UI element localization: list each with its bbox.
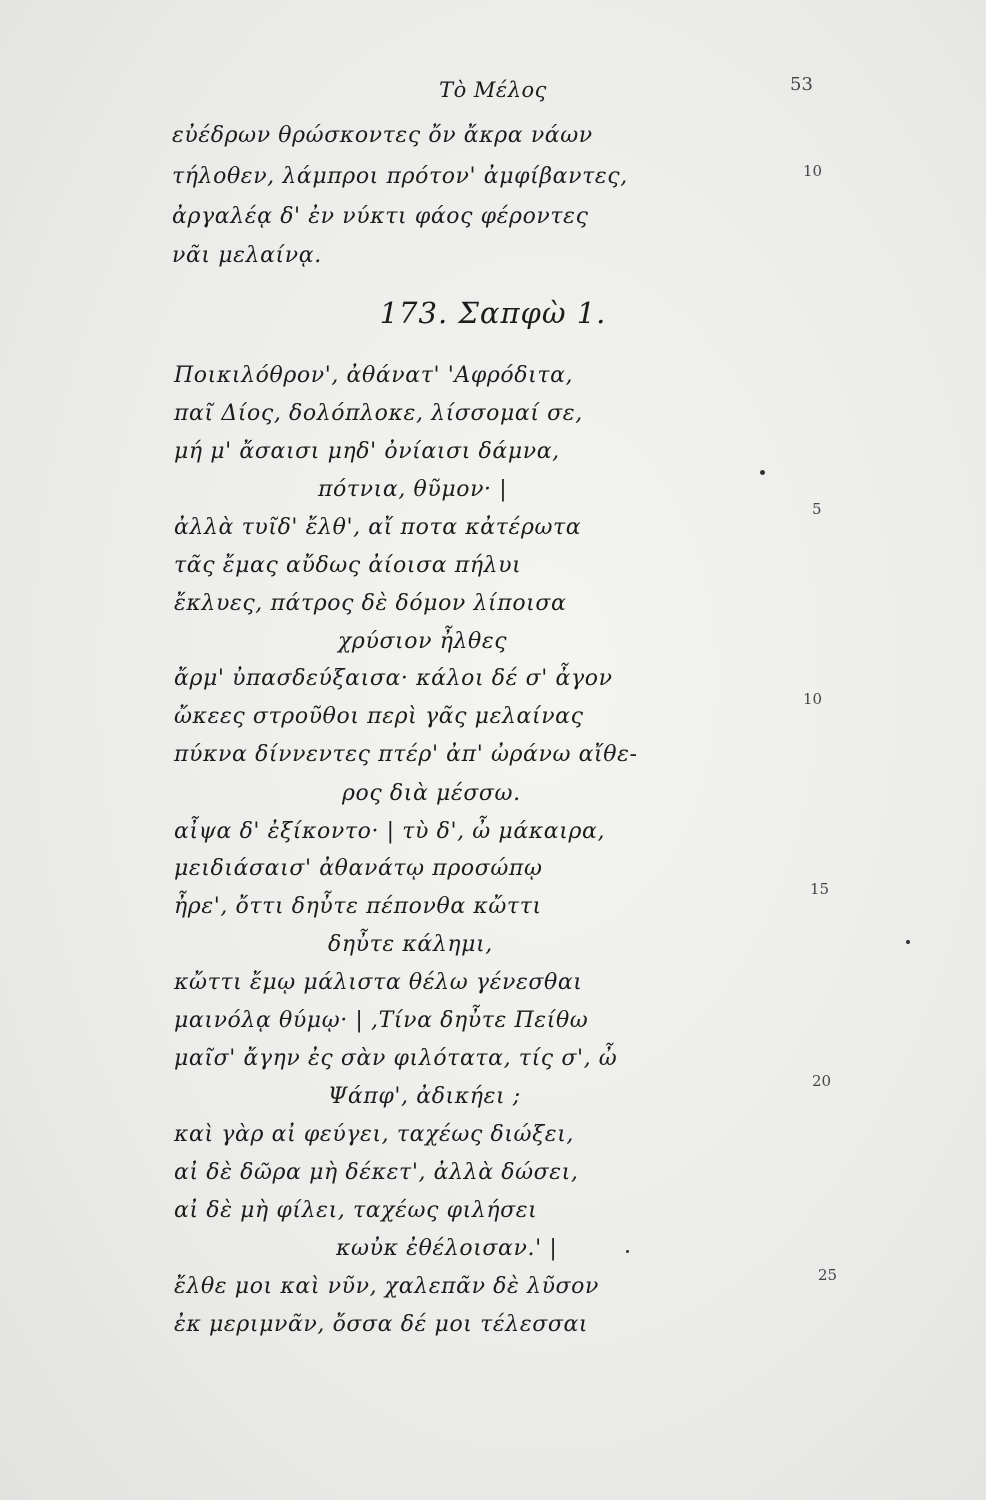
verse-line: τήλοθεν, λάμπροι πρότον' ἀμφίβαντες, <box>172 164 628 189</box>
verse-line: καὶ γὰρ αἰ φεύγει, ταχέως διώξει, <box>174 1122 575 1147</box>
verse-line: χρύσιον ἦλθες <box>338 629 508 654</box>
line-number: 25 <box>818 1266 838 1284</box>
verse-line: ἐκ μεριμνᾶν, ὄσσα δέ μοι τέλεσσαι <box>174 1312 589 1337</box>
verse-line: πότνια, θῦμον· | <box>318 477 508 502</box>
verse-line: ἔκλυες, πάτρος δὲ δόμον λίποισα <box>174 591 567 616</box>
verse-line: μειδιάσαισ' ἀθανάτῳ προσώπῳ <box>174 856 543 881</box>
verse-line: δηὖτε κάλημι, <box>328 932 493 957</box>
verse-line: αἶψα δ' ἐξίκοντο· | τὺ δ', ὦ μάκαιρα, <box>174 819 606 844</box>
verse-line: ἀλλὰ τυῖδ' ἔλθ', αἴ ποτα κἀτέρωτα <box>174 515 582 540</box>
page-number: 53 <box>790 74 813 95</box>
line-number: 10 <box>803 690 823 708</box>
verse-line: ἄρμ' ὐπασδεύξαισα· κάλοι δέ σ' ἆγον <box>174 666 613 691</box>
verse-line: τᾶς ἔμας αὔδως ἀίοισα πήλυι <box>174 553 522 578</box>
scan-speck <box>626 1250 629 1253</box>
poem-title: 173. Σαπφὼ 1. <box>379 296 607 330</box>
verse-line: μή μ' ἄσαισι μηδ' ὀνίαισι δάμνα, <box>174 439 560 464</box>
verse-line: ὤκεες στροῦθοι περὶ γᾶς μελαίνας <box>174 704 584 729</box>
scan-speck <box>760 470 765 475</box>
verse-line: νᾶι μελαίνᾳ. <box>172 243 322 268</box>
verse-line: μαῖσ' ἄγην ἐς σὰν φιλότατα, τίς σ', ὦ <box>174 1046 618 1071</box>
verse-line: αἰ δὲ δῶρα μὴ δέκετ', ἀλλὰ δώσει, <box>174 1160 579 1185</box>
verse-line: ἔλθε μοι καὶ νῦν, χαλεπᾶν δὲ λῦσον <box>174 1274 599 1299</box>
verse-line: εὐέδρων θρώσκοντες ὄν ἄκρα νάων <box>172 123 593 148</box>
verse-line: μαινόλᾳ θύμῳ· | ,Τίνα δηὖτε Πείθω <box>174 1008 589 1033</box>
verse-line: ρος διὰ μέσσω. <box>342 781 521 806</box>
verse-line: Ψάπφ', ἀδικήει ; <box>328 1084 521 1109</box>
verse-line: ἦρε', ὄττι δηὖτε πέπονθα κὤττι <box>174 894 542 919</box>
line-number: 20 <box>812 1072 832 1090</box>
line-number: 5 <box>812 500 822 518</box>
running-head: Τὸ Μέλος <box>439 78 547 102</box>
verse-line: κωὐκ ἐθέλοισαν.' | <box>336 1236 558 1261</box>
verse-line: αἰ δὲ μὴ φίλει, ταχέως φιλήσει <box>174 1198 538 1223</box>
scan-speck <box>906 940 910 944</box>
line-number: 10 <box>803 162 823 180</box>
verse-line: πύκνα δίννεντες πτέρ' ἀπ' ὠράνω αἴθε- <box>174 742 638 767</box>
verse-line: Ποικιλόθρον', ἀθάνατ' 'Αφρόδιτα, <box>174 363 574 388</box>
verse-line: ἀργαλέᾳ δ' ἐν νύκτι φάος φέροντες <box>172 204 589 229</box>
line-number: 15 <box>810 880 830 898</box>
verse-line: κὤττι ἔμῳ μάλιστα θέλω γένεσθαι <box>174 970 583 995</box>
verse-line: παῖ Δίος, δολόπλοκε, λίσσομαί σε, <box>174 401 583 426</box>
